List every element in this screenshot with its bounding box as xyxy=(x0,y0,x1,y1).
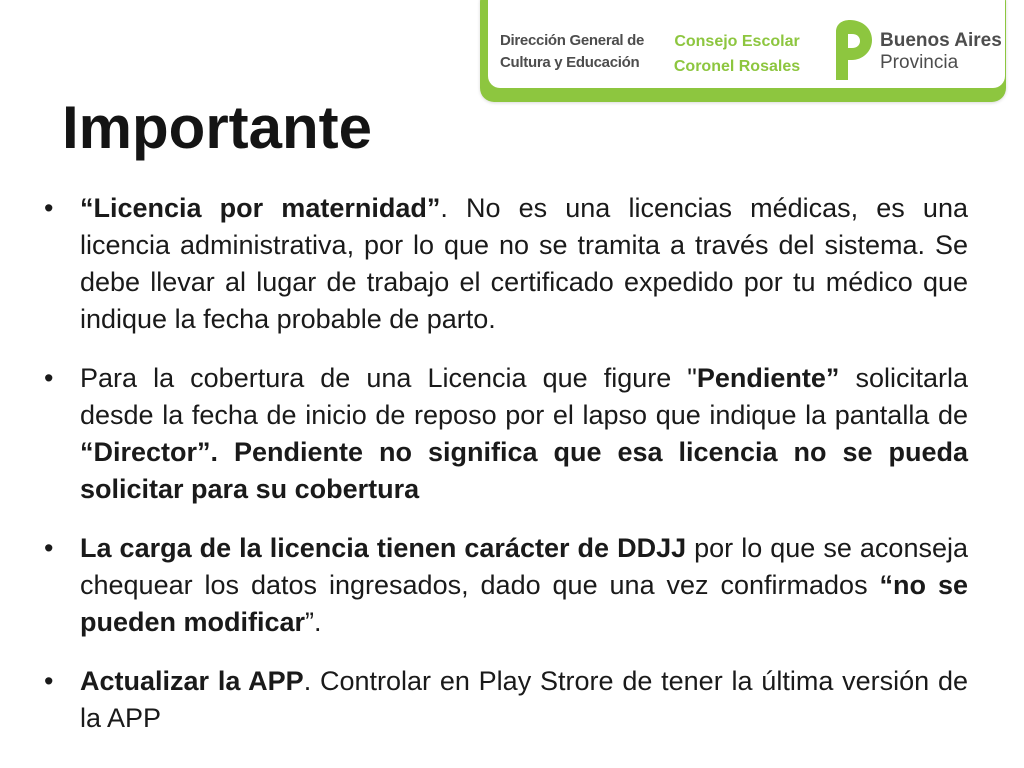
bullet-3-text-2: ”. xyxy=(305,607,322,637)
list-item-ddjj xyxy=(44,530,968,641)
list-item-pendiente xyxy=(44,360,968,508)
bullet-1-text: . No es una licencias médicas, es una licencia administrativa, por lo que no se tramita a través del sistema. Se debe llevar al lugar de trabajo el certificado expedido por tu médico que indique la fecha probable de parto. xyxy=(80,193,968,334)
bullet-2-bold-2: “Director”. Pendiente no significa que esa licencia no se pueda solicitar para su cobertura xyxy=(80,437,968,504)
dgce-line-2: Cultura y Educación xyxy=(500,54,640,71)
bullet-icon: • xyxy=(44,363,54,393)
bullet-3-text-1: por lo que se aconseja chequear los datos ingresados, dado que una vez confirmados xyxy=(80,533,968,600)
bullet-4-bold: Actualizar la APP xyxy=(80,666,304,696)
consejo-line-1: Consejo Escolar xyxy=(674,33,800,50)
bullet-2-text-2: solicitarla desde la fecha de inicio de reposo por el lapso que indique la pantalla de xyxy=(80,363,968,430)
dgce-line-1: Dirección General de xyxy=(500,32,645,49)
province-line-1: Buenos Aires xyxy=(880,30,1002,51)
bullet-4-text: . Controlar en Play Strore de tener la última versión de la APP xyxy=(80,666,969,733)
page-title: Importante xyxy=(62,94,373,161)
consejo-escolar-text xyxy=(654,29,820,79)
bullet-icon: • xyxy=(44,666,54,696)
bullet-2-bold-1: Pendiente” xyxy=(696,363,840,393)
list-item-app xyxy=(44,663,968,737)
bullet-icon: • xyxy=(44,533,54,563)
bullet-3-bold-2: “no se pueden modificar xyxy=(80,570,968,637)
bullet-3-bold-1: La carga de la licencia tienen carácter de DDJJ xyxy=(80,533,687,563)
buenos-aires-logo-icon xyxy=(826,18,874,82)
consejo-line-2: Coronel Rosales xyxy=(673,58,801,75)
bullet-2-text-1: Para la cobertura de una Licencia que figure " xyxy=(80,363,697,393)
bullet-1-bold: “Licencia por maternidad” xyxy=(80,193,441,223)
list-item-maternidad xyxy=(44,190,968,338)
bullet-list xyxy=(44,190,968,759)
buenos-aires-provincia-text xyxy=(880,30,1002,74)
dgce-logo-text xyxy=(500,30,644,74)
province-line-2: Provincia xyxy=(880,52,959,73)
bullet-icon: • xyxy=(44,193,54,223)
